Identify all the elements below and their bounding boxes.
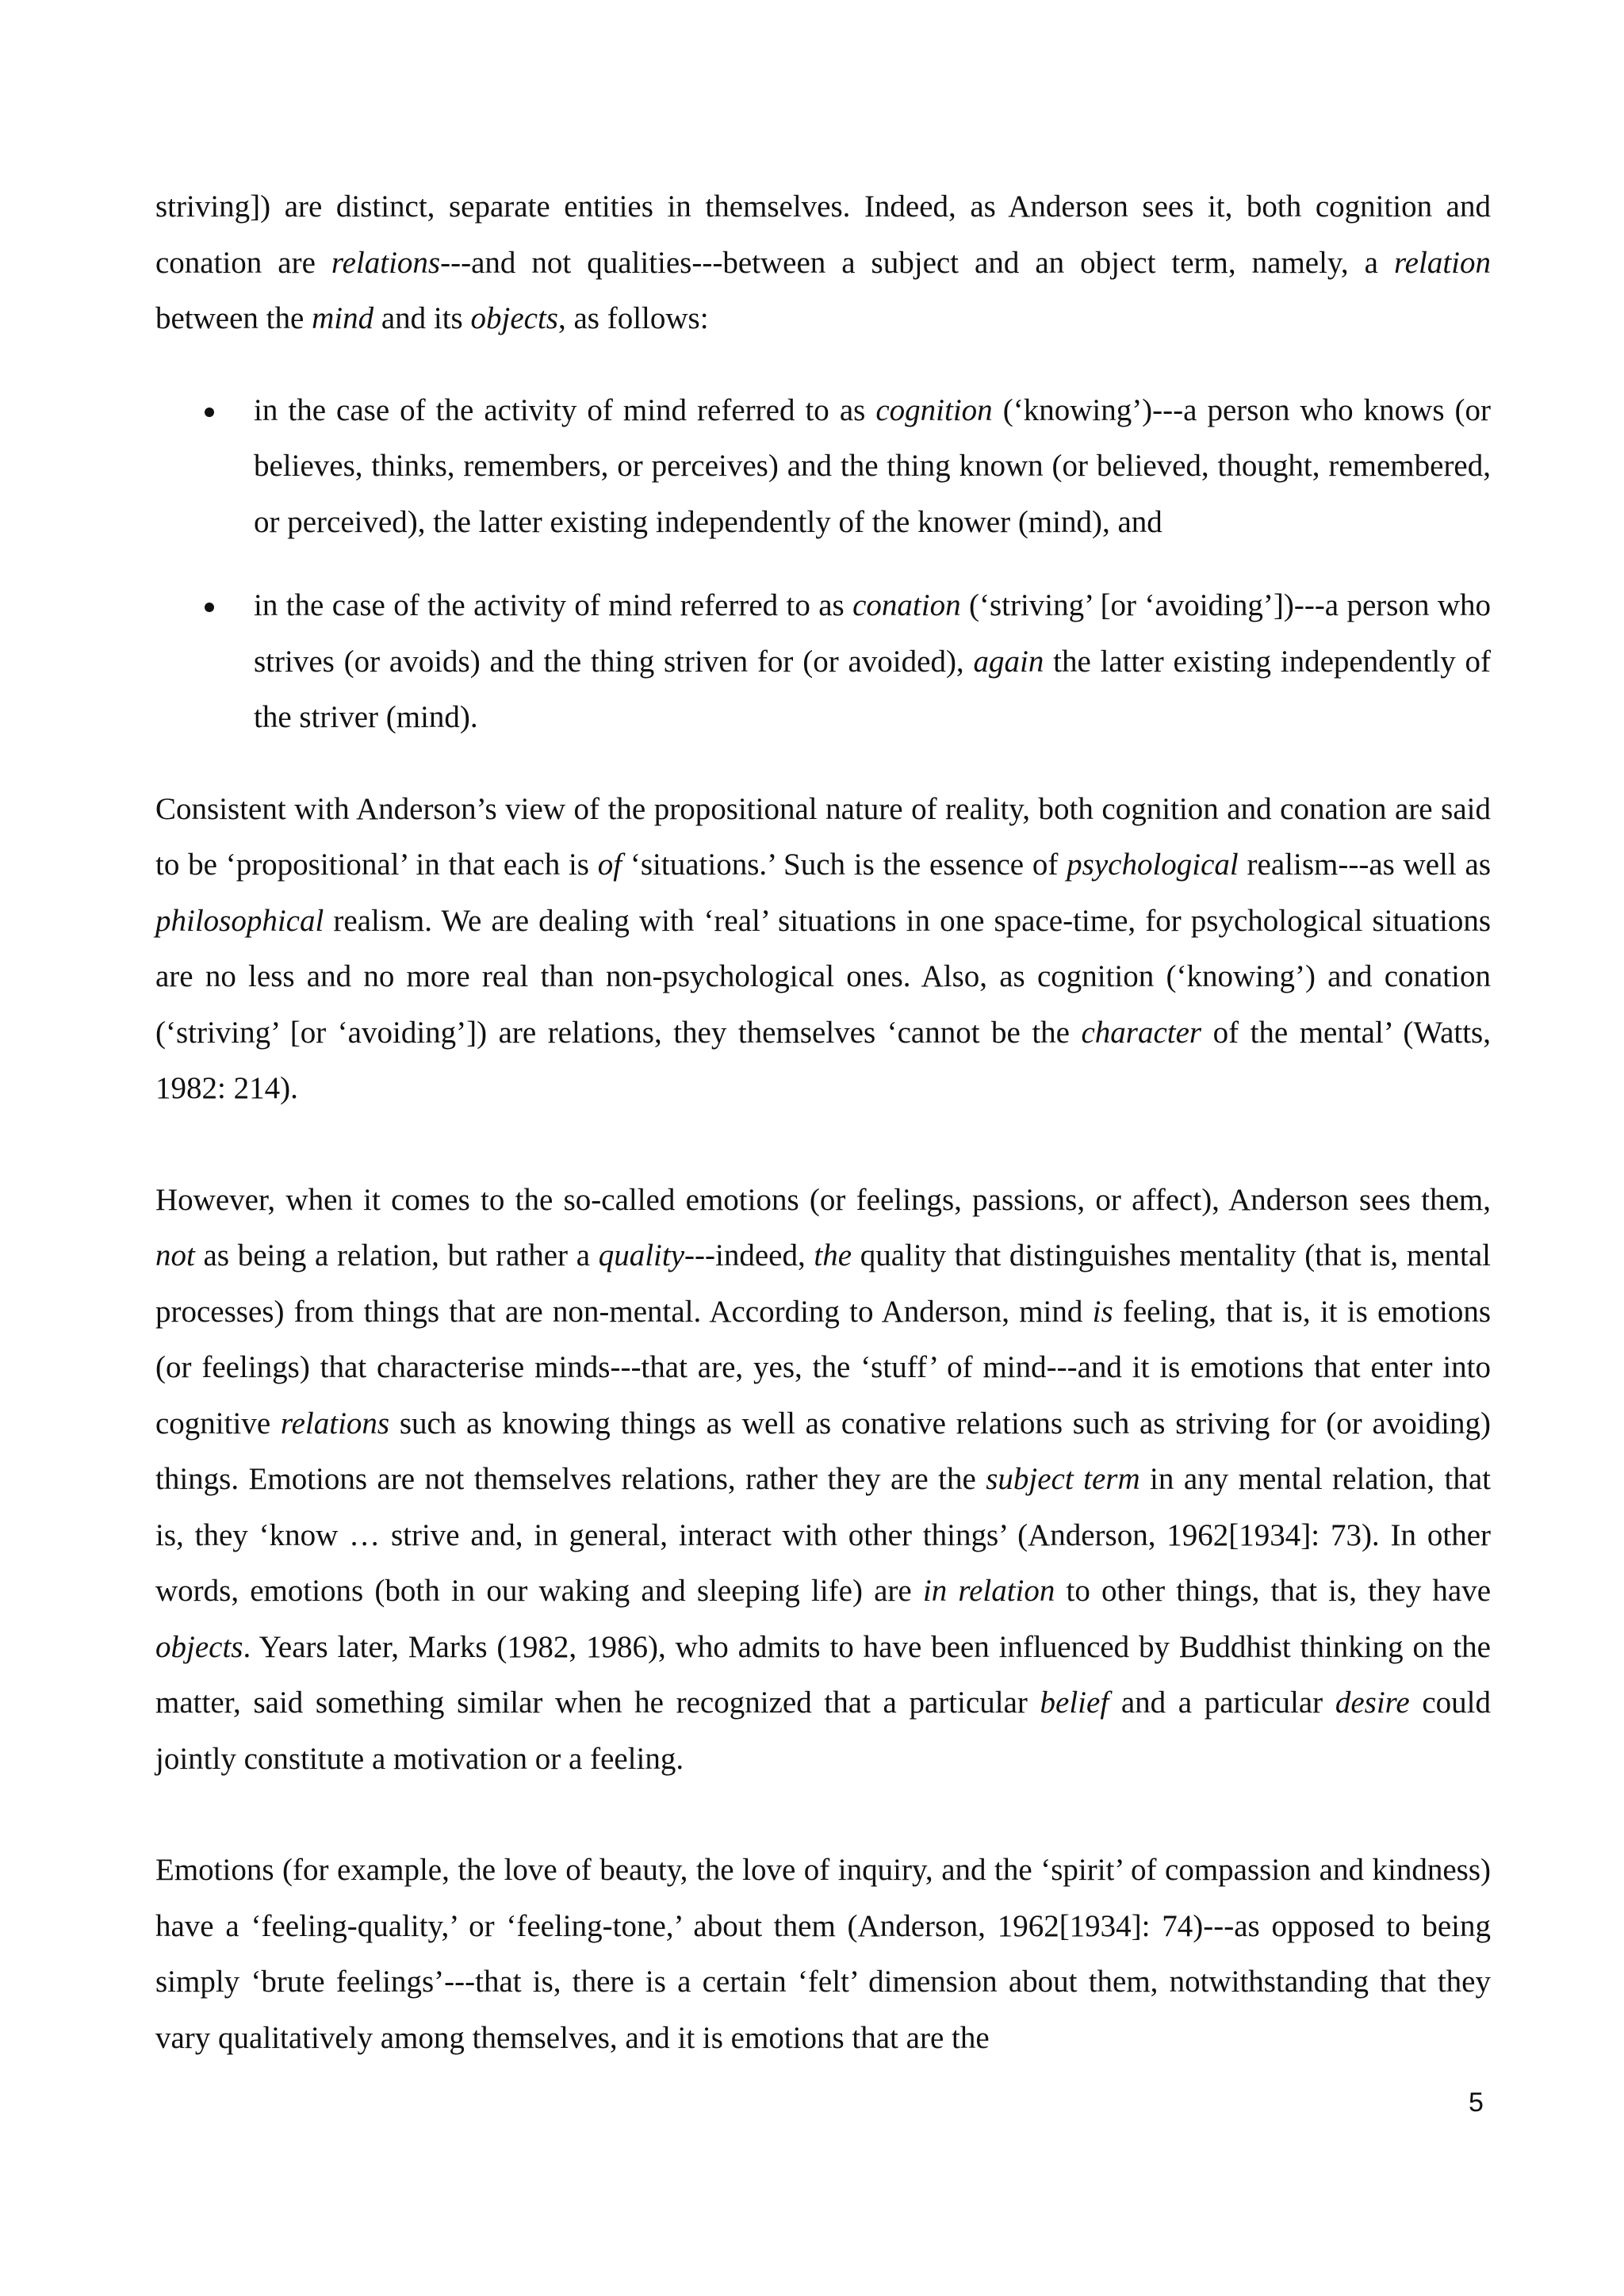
emphasis: of [597,848,622,882]
page-number: 5 [1469,2087,1484,2118]
emphasis: conation [852,588,961,622]
emphasis: again [973,644,1044,679]
text-span: in the case of the activity of mind referred to as [254,588,853,622]
emphasis: not [155,1238,195,1272]
text-span: Emotions (for example, the love of beauty, the love of inquiry, and the ‘spirit’ of compassion and kindness) have a ‘feeling-quality,’ or ‘feeling-tone,’ about them (Anderson, 1962[1934]: 74)---as opposed to being simply ‘brute feelings’---that is, there is a certain ‘felt’ dimension about them, notwithstanding that they vary qualitatively among themselves, and it is emotions that are the [155,1853,1491,2055]
emphasis: in relation [922,1574,1055,1608]
bullet-list [155,383,1491,746]
emphasis: objects [470,301,558,335]
text-span: (‘striving’ [or ‘avoiding’])---a person who strives (or avoids) and the thing striven for (or avoided), [254,588,1491,679]
text-span: feeling, that is, it is emotions (or feelings) that characterise minds---that are, yes, the ‘stuff’ of mind---and it is emotions that enter into cognitive [155,1294,1491,1441]
emphasis: character [1081,1015,1202,1050]
text-span: , as follows: [557,301,709,335]
text-span: striving]) are distinct, separate entities in themselves. Indeed, as Anderson sees it, both cognition and conation are [155,189,1491,280]
emphasis: the [814,1238,852,1272]
emphasis: desire [1335,1686,1410,1720]
bullet-icon [205,603,214,612]
emphasis: is [1092,1294,1113,1329]
text-span: to other things, that is, they have [1055,1574,1491,1608]
text-span: ---and not qualities---between a subject and an object term, namely, a [440,245,1394,280]
emphasis: belief [1040,1686,1109,1720]
text-span: and its [373,301,471,335]
emphasis: relations [280,1406,390,1441]
intro-paragraph [155,179,1491,347]
text-span: ---indeed, [684,1238,814,1272]
text-span: between the [155,301,312,335]
document-page [155,179,1491,2066]
bullet-item-cognition [155,383,1491,551]
emphasis: cognition [875,392,993,427]
paragraph-propositional [155,782,1491,1117]
text-span: (‘knowing’)---a person who knows (or believes, thinks, remembers, or perceives) and the thing known (or believed, thought, remembered, or perceived), the latter existing independently of the knower (mind), and [254,392,1492,539]
text-span: Consistent with Anderson’s view of the propositional nature of reality, both cognition and conation are said to be ‘propositional’ in that each is [155,791,1491,882]
spacer [155,347,1491,383]
text-span: of the mental’ (Watts, 1982: 214). [155,1015,1491,1105]
emphasis: relations [331,245,441,280]
emphasis: relation [1393,245,1491,280]
text-span: such as knowing things as well as conative relations such as striving for (or avoiding) things. Emotions are not themselves relations, rather they are the [155,1406,1491,1496]
text-span: realism. We are dealing with ‘real’ situations in one space-time, for psychological situations are no less and no more real than non-psychological ones. Also, as cognition (‘knowing’) and conation (‘striving’ [or ‘avoiding’]) are relations, they themselves ‘cannot be the [155,903,1491,1050]
spacer [155,1117,1491,1173]
text-span: the latter existing independently of the striver (mind). [254,644,1491,734]
paragraph-emotions [155,1173,1491,1788]
emphasis: quality [598,1238,685,1272]
emphasis: subject term [986,1462,1140,1496]
spacer [155,746,1491,782]
text-span: could jointly constitute a motivation or a feeling. [155,1686,1492,1776]
paragraph-feeling-quality [155,1843,1491,2066]
text-span: quality that distinguishes mentality (that is, mental processes) from things that are non-mental. According to Anderson, mind [155,1238,1491,1329]
text-span: and a particular [1109,1686,1335,1720]
emphasis: philosophical [155,903,324,938]
text-span: in any mental relation, that is, they ‘know … strive and, in general, interact with other things’ (Anderson, 1962[1934]: 73). In other words, emotions (both in our waking and sleeping life) are [155,1462,1491,1608]
text-span: realism---as well as [1238,848,1491,882]
bullet-icon [205,408,214,417]
text-span: . Years later, Marks (1982, 1986), who admits to have been influenced by Buddhist thinking on the matter, said something similar when he recognized that a particular [155,1629,1491,1720]
text-span: ‘situations.’ Such is the essence of [622,848,1067,882]
text-span: in the case of the activity of mind referred to as [254,392,876,427]
emphasis: objects [155,1629,243,1664]
bullet-item-conation [155,578,1491,746]
spacer [155,1787,1491,1843]
emphasis: psychological [1067,848,1239,882]
text-span: as being a relation, but rather a [194,1238,599,1272]
text-span: However, when it comes to the so-called emotions (or feelings, passions, or affect), Anderson sees them, [155,1182,1491,1217]
emphasis: mind [312,301,374,335]
